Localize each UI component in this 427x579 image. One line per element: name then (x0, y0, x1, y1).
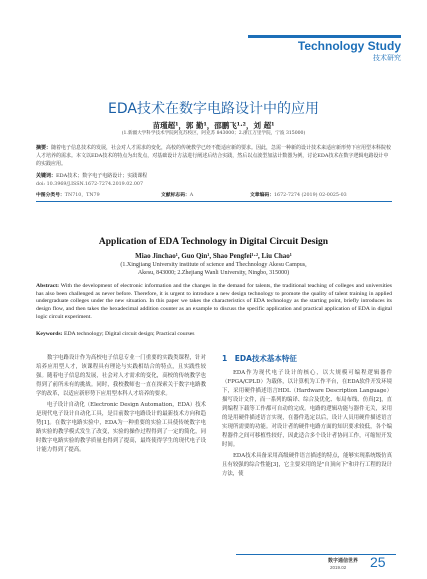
footer-journal-name: 数字通信世界 (328, 558, 359, 564)
body-column-right (222, 354, 392, 481)
body-column-left (36, 354, 206, 457)
doc-code-label: 文献标志码： (161, 192, 190, 198)
abstract-en (36, 283, 392, 322)
keywords-cn (36, 172, 392, 179)
header-divider (36, 201, 392, 202)
authors-en: Miao Jinchao¹, Guo Qin¹, Shao Pengfei¹·², Liu Chao¹ (135, 252, 292, 260)
article-no-field (250, 191, 347, 198)
affiliation-en-line1: (1.Xingjiang University institute of science and Thechnology Akesu Campus, (120, 262, 307, 268)
section-heading: 1 EDA技术基本特征 (222, 354, 297, 363)
body-paragraph: EDA作为现代电子设计的核心，以大规模可编程逻辑器件（FPGA/CPLD）为载体，以计算机为工作平台，在EDA软件开发环境下，采用硬件描述语言HDL（Hardware Description Language）描写设计文件，而一系列的编译、综合及优化、布局布线、仿真[2]，直到编程下载等工作都可自动的完成。电路的逻辑功能与器件无关，采用的是用硬件描述语言实现，在器件选定以后，设计人员用硬件描述语言实现所需要的功能。对设计者的硬件电路方面的知识要求较低，各个编程器件之间可移植性较好，因此适合多个设计者协同工作，可缩短开发时间。 (222, 370, 392, 448)
clc-label: 中图分类号： (36, 192, 65, 198)
doc-code-value: A (189, 193, 194, 198)
clc-field (36, 191, 100, 198)
keywords-en-label: Keywords: (36, 331, 63, 337)
keywords-en (36, 331, 392, 337)
affiliation-cn: (1.新疆大学科学技术学院阿克苏校区，阿克苏 843000；2.浙江万里学院，宁波 315000) (121, 131, 306, 136)
body-paragraph: 数字电路设计作为高校电子信息专业一门重要的实践类课程，针对培养应用型人才，该课程具有理论与实践相结合的特点，且实践性较强。随着电子信息的发展，社会对人才需求的变化，高校的传统教学也得到了前所未有的挑战。同时，我校教师也一直在探索关于数字电路教学的改革，以适应新形势下应用型本科人才培养的要求。 (36, 355, 206, 397)
clc-value: TN710，TN79 (64, 193, 100, 198)
paper-title-cn: EDA技术在数字电路设计中的应用 (108, 101, 319, 117)
abstract-en-text: With the development of electronic information and the changes in the demand for talents, the traditional teaching of colleges and universities has also been challenged as never before. Therefore, it is urgent to introduce a new design technology to promote the quality of talent training in applied undergraduate colleges under the new situation. In this paper we takes the characteristics of EDA technology as the starting point, briefly introduces its design flow, and then takes the hexadecimal addition counter as an example to discuss the specific application and practical application of EDA in digital logic circuit experiment. (36, 283, 392, 320)
abstract-cn-text: 随着电子信息技术的发展，社会对人才需求的变化，高校的传统教学已经不能适应新的要求。因此，急需一种新的设计技术来适应新形势下应用型本科院校人才培养的需求。本文以EDA技术的特点为出发点，对基础设计方法进行阐述后结合实践，然后以点波型加法计数器为例，讨论EDA技术在数字逻辑电路设计中的实践应用。 (36, 145, 392, 167)
article-no-label: 文章编码： (250, 192, 274, 198)
keywords-cn-label: 关键词： (36, 173, 57, 179)
body-paragraph: 电子设计自动化（Electronic Design Automation，EDA）技术是现代电子设计自动化工具，是目前数字电路设计的最新技术方向和趋势[1]。在数字电路实验中，EDA为一种重要的实验工具使传统数字电路实验的教学模式发生了改变，实验的操作过程得到了一定的简化，同时数字电路实验的教学质量也得到了提高，最终使得学生的现代电子设计能力得到了提高。 (36, 402, 206, 453)
keywords-cn-text: EDA技术；数字电子电路设计；实践课程 (56, 173, 148, 179)
authors-cn: 苗瑾超¹，郭 勤¹，邵鹏飞¹·²，刘 超¹ (152, 121, 275, 130)
doc-code-field (161, 191, 193, 198)
header-accent-bar (248, 35, 401, 38)
paper-title-en: Application of EDA Technology in Digital Circuit Design (98, 237, 329, 247)
section-header-subtitle: 技术研究 (373, 55, 401, 62)
abstract-cn-label: 摘要： (36, 145, 52, 151)
section-header-title: Technology Study (297, 39, 401, 53)
doi: doi: 10.3969/J.ISSN.1672-7274.2019.02.007 (36, 182, 144, 187)
affiliation-en-line2: Akesu, 843000; 2.Zhejiang Wanli University, Ningbo, 315000) (137, 270, 290, 276)
abstract-cn (36, 144, 392, 168)
keywords-en-text: EDA technology; Digital circuit design; Practical courses (63, 331, 195, 337)
body-paragraph: EDA技术具备采用高级硬件语言描述的特点，能够实现系统级仿真且有较强的综合性能[3]，它主要采用的是"自顶向下"和并行工程的设计方法，使 (222, 453, 392, 477)
article-no-value: 1672-7274 (2019) 02-0025-03 (274, 193, 347, 198)
abstract-en-label: Abstract: (36, 283, 60, 289)
footer-issue: 2019.02 (330, 565, 347, 570)
page-number: 25 (370, 554, 386, 570)
